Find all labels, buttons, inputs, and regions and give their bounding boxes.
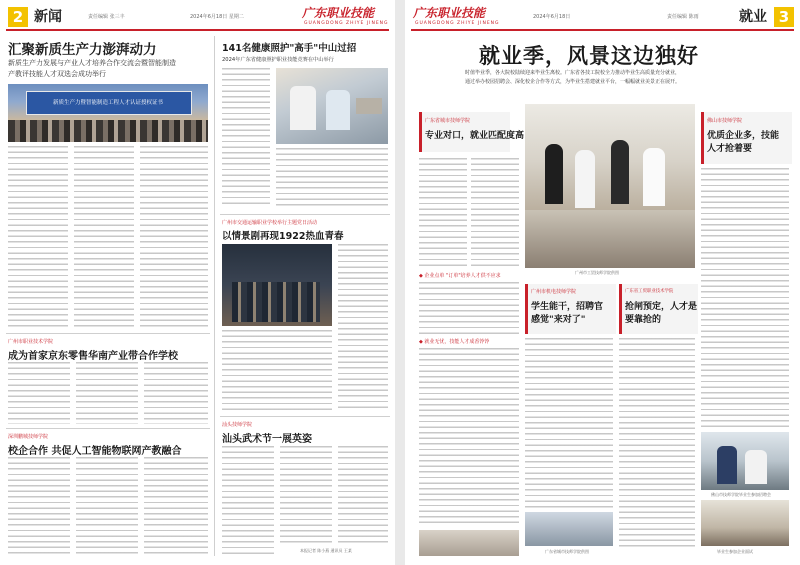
story2-body-col-2	[276, 148, 388, 208]
box1-body-col-2	[471, 158, 519, 268]
left-page	[0, 0, 395, 565]
story5-body-col-1	[8, 457, 70, 557]
bottom-left-photo	[419, 530, 519, 556]
story-divider	[220, 416, 390, 417]
right-photo-2	[701, 500, 789, 546]
page-number: 3	[774, 7, 794, 27]
box1-title: 专业对口，就业匹配度高	[425, 131, 525, 141]
story2-subhead: 2024年广东省健康照护职业技能竞赛在中山举行	[222, 57, 334, 63]
box4-body	[619, 338, 695, 548]
bullet-1: ◆ 企业点单 "订单"培养人才供不应求	[419, 273, 501, 279]
story-divider	[6, 333, 210, 334]
intro-line-2: 通过举办校园招聘会、深化校企合作等方式，为毕业生搭建就业平台，一幅幅就业美景正在展开。	[465, 79, 681, 85]
box2-kicker: 佛山市技师学院	[707, 118, 743, 124]
main-photo-caption: 广州市工贸技师学院供图	[575, 270, 619, 275]
story4-body-col-2	[338, 244, 388, 410]
page-gutter	[395, 0, 405, 565]
masthead-logo-sub: GUANGDONG ZHIYE JINENG	[304, 21, 389, 26]
header-rule	[411, 29, 794, 31]
box3-title-2: 感觉"来对了"	[531, 315, 586, 325]
story6-body-col-1	[222, 446, 274, 554]
story3-body-col-2	[76, 362, 138, 424]
box2-body	[701, 168, 789, 428]
story6-headline: 汕头武术节一展英姿	[222, 434, 312, 445]
box3-kicker: 广州市机电技师学院	[531, 289, 577, 295]
lead-subhead-1: 新质生产力发展与产业人才培养合作交流会暨智能制造	[8, 59, 176, 67]
bullet-2: ◆ 就业无忧，技能人才成香饽饽	[419, 339, 490, 345]
story5-kicker: 深圳鹏城技师学院	[8, 434, 49, 440]
story4-kicker: 广州市交通运输职业学校举行主题党日活动	[222, 220, 318, 226]
section-title: 就业	[739, 9, 767, 25]
masthead-logo: 广东职业技能	[413, 6, 486, 20]
lead-body-col-1	[8, 146, 68, 328]
stage-banner-text: 新质生产力暨智能制造工程人才认证授权证书	[52, 100, 163, 106]
bullet1-body	[419, 282, 519, 334]
bullet2-body	[419, 348, 519, 526]
section-title: 新闻	[34, 9, 62, 25]
right-page	[405, 0, 800, 565]
lead-subhead-2: 产教评技能人才双选会成功举行	[8, 70, 106, 78]
box2-title-1: 优质企业多，技能	[707, 131, 780, 141]
story6-credit: 本报记者 陈小燕 通讯员 王某	[300, 548, 352, 553]
page-number: 2	[8, 7, 28, 27]
story-divider	[220, 214, 390, 215]
box4-title-2: 要靠抢的	[625, 315, 662, 325]
bottom-mid-photo	[525, 512, 613, 546]
story5-body-col-2	[76, 457, 138, 557]
story2-headline: 141名健康照护"高手"中山过招	[222, 43, 357, 54]
story3-kicker: 广州市职业技术学院	[8, 339, 54, 345]
right-photo-1-caption: 佛山市技师学院毕业生参加招聘会	[711, 492, 771, 497]
box1-body-col-1	[419, 158, 467, 268]
story-divider	[6, 428, 210, 429]
editor-line: 责任编辑 张三丰	[88, 14, 125, 20]
story3-body-col-1	[8, 362, 70, 424]
box3-title-1: 学生能干，招聘官	[531, 302, 604, 312]
main-headline: 就业季，风景这边独好	[479, 44, 699, 68]
main-photo	[525, 104, 695, 268]
story2-body-col-1	[222, 68, 270, 208]
box4-kicker: 广东省工贸职业技术学院	[625, 289, 674, 294]
story3-body-col-3	[144, 362, 208, 424]
box4-title-1: 抢闸预定，人才是	[625, 302, 698, 312]
right-photo-2-caption: 毕业生参加企业面试	[717, 549, 753, 554]
date-line: 2024年6月18日	[533, 14, 571, 20]
story2-photo	[276, 68, 388, 144]
date-line: 2024年6月18日 星期二	[190, 14, 244, 20]
masthead-logo: 广东职业技能	[302, 6, 375, 20]
lead-headline: 汇聚新质生产力澎湃动力	[8, 42, 157, 58]
story4-headline: 以情景剧再现1922热血青春	[222, 231, 344, 242]
lead-body-col-3	[140, 146, 208, 328]
story5-body-col-3	[144, 457, 208, 557]
lead-photo	[8, 84, 208, 142]
story6-body-col-2	[280, 446, 332, 544]
story6-body-col-3	[338, 446, 388, 544]
right-photo-1	[701, 432, 789, 490]
story4-photo	[222, 244, 332, 326]
intro-line-1: 时值毕业季，各大院校陆续迎来毕业生离校。广东省各技工院校全力推动毕业生高质量充分就业，	[465, 70, 681, 76]
story6-kicker: 汕头技师学院	[222, 422, 253, 428]
story4-body-col-1	[222, 330, 332, 410]
story3-headline: 成为首家京东零售华南产业带合作学校	[8, 351, 178, 362]
header-rule	[6, 29, 389, 31]
masthead-logo-sub: GUANGDONG ZHIYE JINENG	[415, 21, 500, 26]
box2-title-2: 人才抢着要	[707, 144, 753, 154]
column-divider	[214, 36, 215, 556]
people-row	[8, 120, 208, 142]
bottom-mid-caption: 广东省城市技师学院供图	[545, 549, 589, 554]
story5-headline: 校企合作 共促人工智能物联网产教融合	[8, 446, 182, 457]
box1-kicker: 广东省城市技师学院	[425, 118, 471, 124]
lead-body-col-2	[74, 146, 134, 328]
editor-line: 责任编辑 陈雨	[667, 14, 699, 20]
box3-body	[525, 338, 613, 510]
